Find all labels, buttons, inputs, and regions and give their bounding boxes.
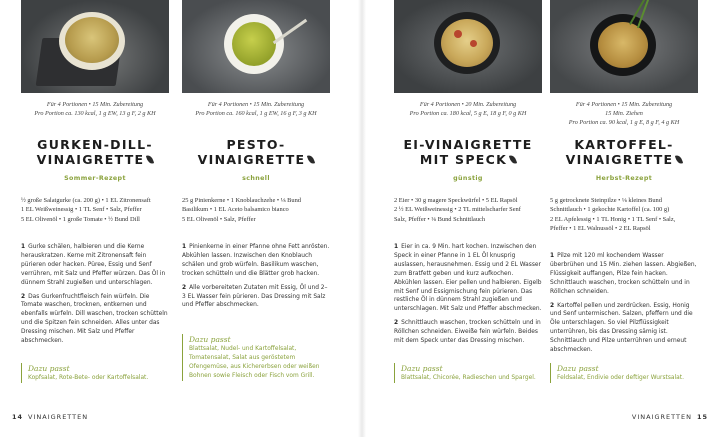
leaf-icon (675, 154, 683, 164)
ingredients-list (21, 196, 169, 224)
recipe-title: EI-VINAIGRETTE MIT SPECK (403, 137, 533, 167)
ingredient-line: Basilikum • 1 EL Aceto balsamico bianco (182, 206, 289, 214)
ingredient-line: 1 EL Weißweinessig • 1 TL Senf • Salz, Pfeffer (21, 206, 142, 214)
dazu-passt-heading: Dazu passt (28, 364, 70, 373)
ingredients-list (394, 196, 542, 224)
page-number-right: 15 (696, 413, 708, 421)
dazu-passt (182, 334, 330, 381)
recipe-photo (182, 0, 330, 93)
recipe-photo (550, 0, 698, 93)
recipe-meta: Für 4 Portionen • 20 Min. Zubereitung Pro Portion ca. 180 kcal, 5 g E, 18 g F, 0 g KH (409, 101, 527, 117)
ingredient-line: 25 g Pinienkerne • 1 Knoblauchzehe • ⅛ Bund (182, 197, 301, 204)
recipe-photo (394, 0, 542, 93)
dazu-passt (550, 363, 698, 383)
step: 2 Alle vorbereiteten Zutaten mit Essig, Öl und 2–3 EL Wasser fein pürieren. Das Dressing mit Salz und Pfeffer abschmecken. (182, 284, 328, 309)
step: 1 Eier in ca. 9 Min. hart kochen. Inzwischen den Speck in einer Pfanne in 1 EL Öl knusprig auslassen, herausnehmen. Essig und 2 EL Wasser zum Bratfett geben und kurz aufkochen. Abkühlen lassen. Eier pellen und halbieren. Eigelb mit Senf und Essigmischung fein pürieren. Das restliche Öl in dünnem Strahl zugießen und unterschlagen. Mit Salz und Pfeffer abschmecken. (394, 244, 542, 313)
step: 1 Gurke schälen, halbieren und die Kerne herauskratzen. Kerne mit Zitronensaft fein pürieren oder hacken. Püree, Essig und Senf verrühren, mit Salz und Pfeffer würzen. Das Öl in dünnem Strahl zugießen und unterschlagen. (21, 244, 166, 286)
recipe-title: PESTO- VINAIGRETTE (182, 137, 330, 167)
dazu-passt-heading: Dazu passt (557, 364, 599, 373)
step: 1 Pilze mit 120 ml kochendem Wasser überbrühen und 15 Min. ziehen lassen. Abgießen, Flüssigkeit auffangen, Pilze fein hacken. Schnittlauch waschen, trocken schütteln und in Röllchen schneiden. (550, 253, 697, 295)
dazu-passt-text: Blattsalat, Chicorée, Radieschen und Spargel. (401, 375, 536, 381)
section-title-left: VINAIGRETTEN (28, 413, 89, 421)
recipe-photo (21, 0, 169, 93)
recipe-title: GURKEN-DILL- VINAIGRETTE (36, 137, 153, 167)
leaf-icon (509, 154, 517, 164)
recipe-subtitle: günstig (453, 175, 483, 182)
steps (182, 243, 330, 315)
dazu-passt (394, 363, 542, 383)
steps (21, 243, 169, 351)
book-gutter (358, 0, 366, 437)
dazu-passt-text: Feldsalat, Endivie oder deftiger Wurstsalat. (557, 375, 684, 381)
dazu-passt-heading: Dazu passt (401, 364, 443, 373)
page-number-left: 14 (12, 413, 24, 421)
steps (550, 252, 698, 360)
ingredients-list (182, 196, 330, 224)
recipe-title: KARTOFFEL- VINAIGRETTE (550, 137, 698, 167)
section-title-right: VINAIGRETTEN (631, 413, 692, 421)
ingredient-line: ½ große Salatgurke (ca. 200 g) • 1 EL Zitronensaft (21, 197, 151, 204)
ingredient-line: 5 g getrocknete Steinpilze • ⅛ kleines Bund (550, 197, 662, 204)
ingredients-list (550, 196, 698, 234)
step: 2 Schnittlauch waschen, trocken schütteln und in Röllchen schneiden. Eiweiße fein würfeln. Beides mit dem Speck unter das Dressing mischen. (394, 320, 541, 345)
steps (394, 243, 542, 351)
step: 1 Pinienkerne in einer Pfanne ohne Fett anrösten. Abkühlen lassen. Inzwischen den Knoblauch schälen und grob würfeln. Basilikum waschen, trocken schütteln und die Blätter grob hacken. (182, 244, 330, 277)
ingredient-line: 2 Eier • 30 g magere Speckwürfel • 5 EL Rapsöl (394, 197, 518, 204)
step: 2 Das Gurkenfruchtfleisch fein würfeln. Die Tomate waschen, trocknen, entkernen und ebenfalls würfeln. Dill waschen, trocken schütteln und die Spitzen fein schneiden. Alles unter das Dressing mischen. Mit Salz und Pfeffer abschmecken. (21, 293, 168, 345)
dazu-passt (21, 363, 169, 383)
ingredient-line: 5 EL Olivenöl • Salz, Pfeffer (182, 215, 256, 223)
leaf-icon (146, 154, 154, 164)
step: 2 Kartoffel pellen und zerdrücken. Essig, Honig und Senf untermischen. Salzen, pfeffern und die Öle unterschlagen. So viel Pilzflüssigkeit unterrühren, bis das Dressing sämig ist. Schnittlauch und Pilze unterrühren und erneut abschmecken. (550, 302, 693, 354)
leaf-icon (307, 154, 315, 164)
dazu-passt-text: Kopfsalat, Rote-Bete- oder Kartoffelsalat. (28, 375, 149, 381)
ingredient-line: 2 EL Apfelessig • 1 TL Honig • 1 TL Senf • Salz, (550, 215, 676, 223)
ingredient-line: 5 EL Olivenöl • 1 große Tomate • ½ Bund Dill (21, 215, 140, 223)
recipe-subtitle: Sommer-Rezept (64, 175, 126, 182)
dazu-passt-heading: Dazu passt (189, 335, 231, 344)
footer-left (12, 413, 88, 421)
recipe-subtitle: schnell (242, 175, 270, 182)
ingredient-line: Pfeffer • 1 EL Walnussöl • 2 EL Rapsöl (550, 225, 651, 233)
ingredient-line: Salz, Pfeffer • ⅛ Bund Schnittlauch (394, 215, 486, 223)
recipe-meta: Für 4 Portionen • 15 Min. Zubereitung Pro Portion ca. 130 kcal, 1 g EW, 13 g F, 2 g KH (34, 101, 156, 117)
recipe-subtitle: Herbst-Rezept (595, 175, 653, 182)
dazu-passt-text: Blattsalat, Nudel- und Kartoffelsalat, Tomatensalat, Salat aus geröstetem Ofengemüse, aus Kichererbsen oder weißen Bohnen sowie Fleisch oder Fisch vom Grill. (189, 346, 320, 379)
recipe-meta: Für 4 Portionen • 15 Min. Zubereitung Pro Portion ca. 160 kcal, 1 g EW, 16 g F, 3 g KH (195, 101, 317, 117)
recipe-meta: Für 4 Portionen • 15 Min. Zubereitung 15 Min. Ziehen Pro Portion ca. 90 kcal, 1 g E, 8 g F, 4 g KH (568, 101, 680, 126)
footer-right (632, 413, 708, 421)
ingredient-line: 2 ½ EL Weißweinessig • 2 TL mittelscharfer Senf (394, 206, 521, 214)
ingredient-line: Schnittlauch • 1 gekochte Kartoffel (ca. 100 g) (550, 206, 670, 214)
